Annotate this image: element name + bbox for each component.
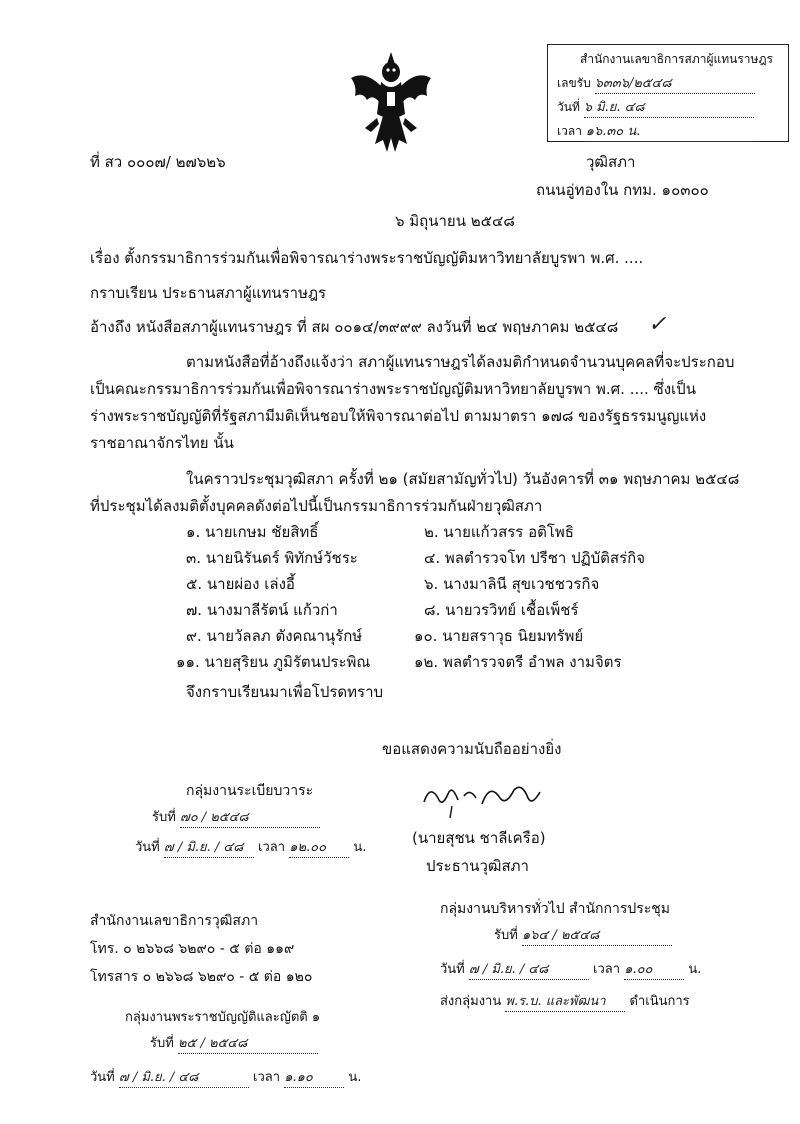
para1-line: เป็นคณะกรรมาธิการร่วมกันเพื่อพิจารณาร่างพระราชบัญญัติมหาวิทยาลัยบูรพา พ.ศ. .... ซึ่งเป็น xyxy=(90,380,696,398)
bills-recv-value: ๒๕ / ๒๕๔๘ xyxy=(178,1032,318,1054)
receipt-stamp-reg xyxy=(557,72,755,94)
bills-date-label: วันที่ xyxy=(90,1070,115,1085)
para2-line: ที่ประชุมได้ลงมติตั้งบุคคลดังต่อไปนี้เป็นกรรมาธิการร่วมกันฝ่ายวุฒิสภา xyxy=(90,497,543,515)
registry-stamp-title: กลุ่มงานระเบียบวาระ xyxy=(186,783,314,799)
admin-fwd-suffix: ดำเนินการ xyxy=(629,994,690,1009)
registry-stamp-recv xyxy=(152,806,320,828)
member-item: ๓. นายนิรันดร์ พิทักษ์วัชระ xyxy=(186,549,358,567)
bills-recv-label: รับที่ xyxy=(150,1036,174,1051)
admin-time-unit: น. xyxy=(688,962,702,977)
registry-recv-label: รับที่ xyxy=(152,810,176,825)
receipt-stamp-date xyxy=(557,96,754,118)
registry-time-label: เวลา xyxy=(258,840,286,855)
member-item: ๑๑. นายสุริยน ภูมิรัตนประพิณ xyxy=(176,653,371,671)
admin-date-value: ๗ / มิ.ย. / ๔๘ xyxy=(469,958,589,980)
receipt-reg-value: ๖๓๓๖/๒๕๔๘ xyxy=(595,72,755,94)
salutation: ขอแสดงความนับถืออย่างยิ่ง xyxy=(382,740,562,758)
check-mark-icon: ✓ xyxy=(648,312,667,337)
member-item: ๕. นายผ่อง เล่งอี้ xyxy=(186,575,295,593)
letter-addressee: กราบเรียน ประธานสภาผู้แทนราษฎร xyxy=(90,284,327,302)
receipt-time-label: เวลา xyxy=(557,124,582,138)
bills-time-label: เวลา xyxy=(253,1070,281,1085)
receipt-stamp-time xyxy=(557,120,756,142)
reference-number: ที่ สว ๐๐๐๗/ ๒๗๖๒๖ xyxy=(90,153,226,171)
para1-line: ร่างพระราชบัญญัติที่รัฐสภามีมติเห็นชอบให้พิจารณาต่อไป ตามมาตรา ๑๗๘ ของรัฐธรรมนูญแห่ง xyxy=(90,407,707,425)
admin-time-value: ๑.๐๐ xyxy=(624,958,684,980)
registry-stamp-date xyxy=(135,836,366,858)
bills-time-value: ๑.๑๐ xyxy=(284,1066,344,1088)
sender-address: ถนนอู่ทองใน กทม. ๑๐๓๐๐ xyxy=(536,181,709,199)
registry-date-value: ๗ / มิ.ย. / ๔๘ xyxy=(164,836,254,858)
admin-stamp-title: กลุ่มงานบริหารทั่วไป สำนักการประชุม xyxy=(440,901,671,917)
registry-recv-value: ๗๐ / ๒๕๔๘ xyxy=(180,806,320,828)
bills-date-value: ๗ / มิ.ย. / ๔๘ xyxy=(119,1066,249,1088)
receipt-stamp-office: สำนักงานเลขาธิการสภาผู้แทนราษฎร xyxy=(580,52,773,66)
bills-stamp-date xyxy=(90,1066,361,1088)
admin-date-label: วันที่ xyxy=(440,962,465,977)
registry-date-label: วันที่ xyxy=(135,840,160,855)
para1-line: ตามหนังสือที่อ้างถึงแจ้งว่า สภาผู้แทนราษฎรได้ลงมติกำหนดจำนวนบุคคลที่จะประกอบ xyxy=(186,353,735,371)
admin-stamp-forward xyxy=(440,990,690,1012)
admin-fwd-value: พ.ร.บ. และพัฒนา xyxy=(505,990,625,1012)
member-item: ๘. นายวรวิทย์ เชื้อเพ็ชร์ xyxy=(424,601,579,619)
admin-stamp-date xyxy=(440,958,701,980)
receipt-time-value: ๑๖.๓๐ น. xyxy=(586,120,756,142)
admin-recv-label: รับที่ xyxy=(494,928,518,943)
bills-stamp-recv xyxy=(150,1032,318,1054)
receipt-date-value: ๖ มิ.ย. ๔๘ xyxy=(584,96,754,118)
contact-tel: โทร. ๐ ๒๖๖๘ ๖๒๙๐ - ๕ ต่อ ๑๑๙ xyxy=(90,941,295,957)
bills-time-unit: น. xyxy=(348,1070,362,1085)
closing-line: จึงกราบเรียนมาเพื่อโปรดทราบ xyxy=(186,683,384,701)
admin-stamp-recv xyxy=(494,924,672,946)
admin-fwd-label: ส่งกลุ่มงาน xyxy=(440,994,502,1009)
letter-date: ๖ มิถุนายน ๒๕๔๘ xyxy=(395,212,515,230)
registry-time-value: ๑๒.๐๐ xyxy=(289,836,349,858)
letter-reference: อ้างถึง หนังสือสภาผู้แทนราษฎร ที่ สผ ๐๐๑๔/๓๙๙๙ ลงวันที่ ๒๔ พฤษภาคม ๒๕๔๘ xyxy=(90,318,619,336)
contact-fax: โทรสาร ๐ ๒๖๖๘ ๖๒๙๐ - ๕ ต่อ ๑๒๐ xyxy=(90,969,313,985)
letter-subject: เรื่อง ตั้งกรรมาธิการร่วมกันเพื่อพิจารณาร่างพระราชบัญญัติมหาวิทยาลัยบูรพา พ.ศ. .... xyxy=(90,249,644,267)
member-item: ๒. นายแก้วสรร อติโพธิ xyxy=(424,523,574,541)
member-item: ๖. นางมาลินี สุขเวชชวรกิจ xyxy=(424,575,600,593)
para1-line: ราชอาณาจักรไทย นั้น xyxy=(90,434,234,452)
admin-recv-value: ๑๖๔ / ๒๕๔๘ xyxy=(522,924,672,946)
admin-time-label: เวลา xyxy=(593,962,621,977)
member-item: ๑๐. นายสราวุธ นิยมทรัพย์ xyxy=(414,627,584,645)
receipt-date-label: วันที่ xyxy=(557,100,580,114)
member-item: ๑. นายเกษม ชัยสิทธิ์ xyxy=(186,523,319,541)
member-item: ๙. นายวัลลภ ตังคณานุรักษ์ xyxy=(186,627,363,645)
signer-name: (นายสุชน ชาลีเครือ) xyxy=(412,829,546,847)
signer-title: ประธานวุฒิสภา xyxy=(426,857,529,875)
sender-org: วุฒิสภา xyxy=(586,153,636,171)
bills-stamp-title: กลุ่มงานพระราชบัญญัติและญัตติ ๑ xyxy=(125,1010,321,1025)
handwritten-signature xyxy=(418,776,558,822)
member-item: ๔. พลตำรวจโท ปรีชา ปฏิบัติสร่กิจ xyxy=(424,549,646,567)
garuda-emblem-icon xyxy=(347,48,435,158)
registry-time-unit: น. xyxy=(353,840,367,855)
contact-office: สำนักงานเลขาธิการวุฒิสภา xyxy=(90,913,259,929)
para2-line: ในคราวประชุมวุฒิสภา ครั้งที่ ๒๑ (สมัยสามัญทั่วไป) วันอังคารที่ ๓๑ พฤษภาคม ๒๕๔๘ xyxy=(186,470,740,488)
receipt-reg-label: เลขรับ xyxy=(557,76,591,90)
member-item: ๗. นางมาลีรัตน์ แก้วก่า xyxy=(186,601,338,619)
member-item: ๑๒. พลตำรวจตรี อำพล งามจิตร xyxy=(414,653,622,671)
